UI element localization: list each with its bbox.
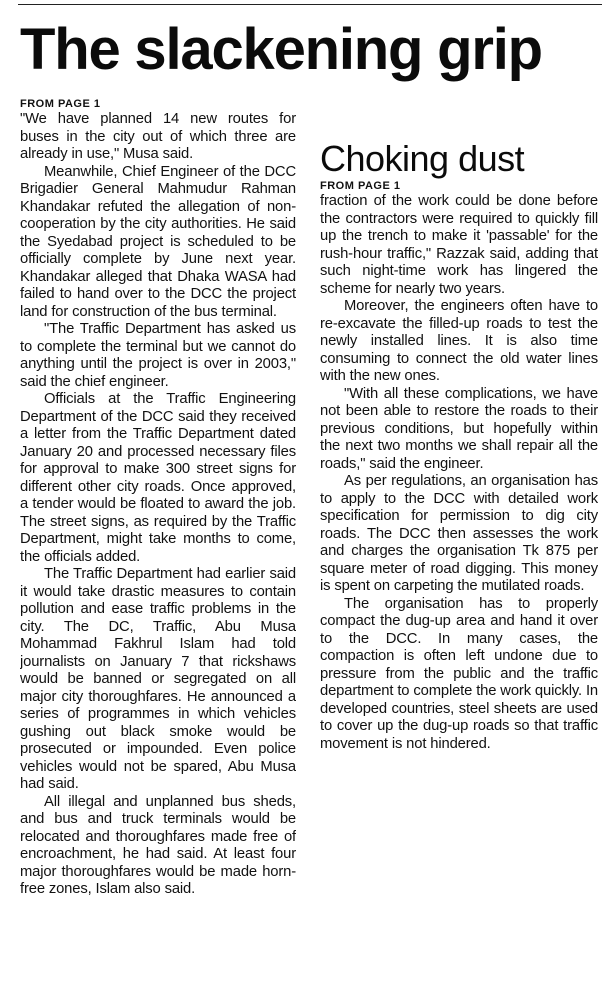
story1-jump-line: FROM PAGE 1	[20, 98, 101, 110]
story1-paragraph: "We have planned 14 new routes for buses in the city out of which three are already in use," Musa said.	[20, 111, 296, 162]
story1-paragraph: Meanwhile, Chief Engineer of the DCC Brigadier General Mahmudur Rahman Khandakar refuted the allegation of non-cooperation by the city authorities. He said the Syedabad project is scheduled to be officially complete by June next year. Khandakar alleged that Dhaka WASA had failed to hand over to the DCC the project land for construction of the bus terminal.	[20, 163, 296, 320]
story2-jump-line: FROM PAGE 1	[320, 180, 401, 192]
story2-paragraph: fraction of the work could be done before the contractors were required to quickly fill up the trench to make it 'passable' for the rush-hour traffic," Razzak said, adding that such night-time work has lingered the scheme for nearly two years.	[320, 193, 598, 297]
right-column	[320, 97, 598, 1008]
story1-paragraph-continued: All illegal and unplanned bus sheds, and bus and truck terminals would be relocated and thoroughfares made free of encroachment, he had said. At least four major thoroughfares would be made horn-free zones, Islam also said.	[20, 793, 296, 897]
story2-paragraph: The organisation has to properly compact the dug-up area and hand it over to the DCC. In many cases, the compaction is often left undone due to pressure from the public and the traffic department to complete the work quickly. In developed countries, steel sheets are used to cover up the dug-up roads so that traffic movement is not hindered.	[320, 595, 598, 752]
story2-paragraph: "With all these complications, we have not been able to restore the roads to their previous conditions, but hopefully within the next two months we shall repair all the roads," said the engineer.	[320, 385, 598, 472]
story2-headline: Choking dust	[320, 138, 525, 179]
story1-paragraph: "The Traffic Department has asked us to complete the terminal but we cannot do anything until the project is over in 2003," said the chief engineer.	[20, 321, 296, 390]
left-column	[20, 97, 296, 1008]
top-rule	[18, 4, 602, 5]
story1-paragraph: The Traffic Department had earlier said it would take drastic measures to contain pollution and ease traffic problems in the city. The DC, Traffic, Abu Musa Mohammad Fakhrul Islam had told journalists on January 7 that rickshaws would be banned or segregated on all major city thoroughfares. He announced a series of programmes in which vehicles gushing out black smoke would be prosecuted or impounded. Even police vehicles would not be spared, Abu Musa had said.	[20, 566, 296, 792]
story2-paragraph: As per regulations, an organisation has to apply to the DCC with detailed work specification for permission to dig city roads. The DCC then assesses the work and charges the organisation Tk 875 per square meter of road digging. This money is spent on carpeting the mutilated roads.	[320, 473, 598, 594]
story2-paragraph: Moreover, the engineers often have to re-excavate the filled-up roads to test the newly installed lines. It is also time consuming to connect the old water lines with the new ones.	[320, 298, 598, 384]
story1-paragraph: Officials at the Traffic Engineering Department of the DCC said they received a letter from the Traffic Department dated January 20 and processed necessary files for approval to make 300 street signs for different other city roads. Once approved, a tender would be floated to award the job. The street signs, as required by the Traffic Department, might take months to come, the officials added.	[20, 391, 296, 565]
story1-headline: The slackening grip	[20, 17, 542, 82]
